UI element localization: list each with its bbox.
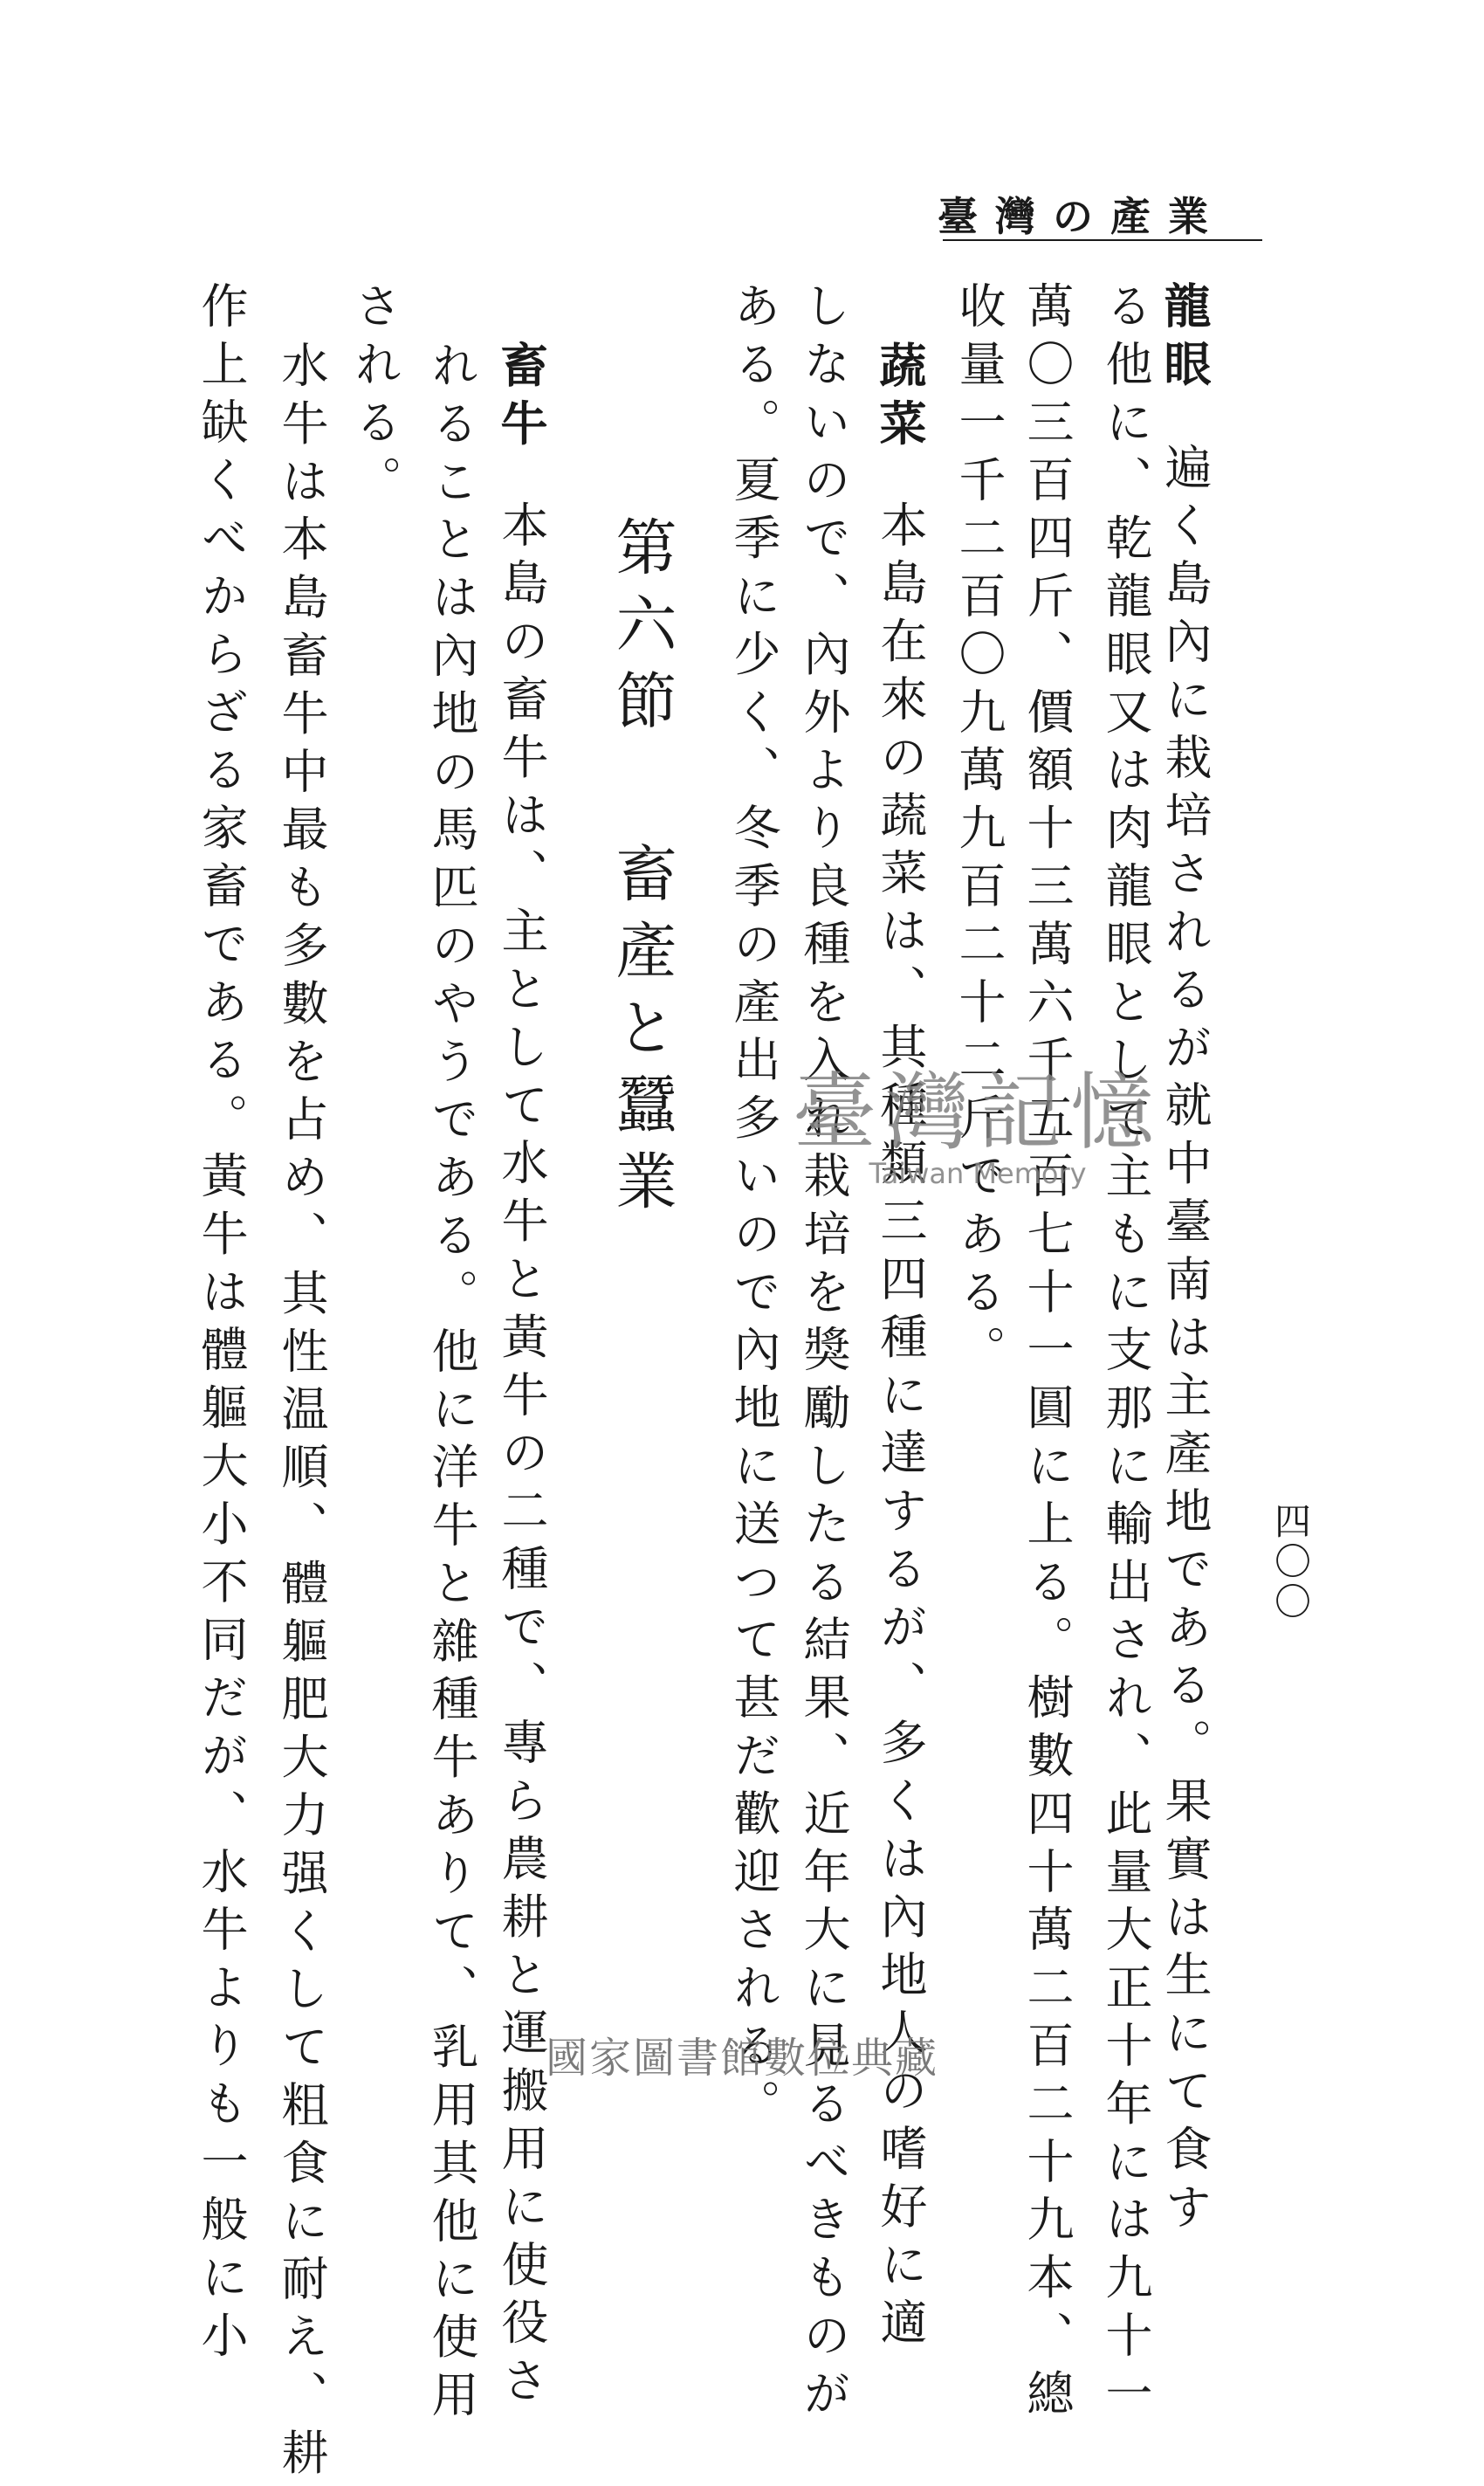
text-column-2 bbox=[1098, 281, 1153, 2427]
column-text: される。 bbox=[347, 281, 402, 513]
text-column-3 bbox=[1020, 281, 1075, 2427]
section-label: 第六節 bbox=[606, 515, 677, 746]
column-text: 遍く島內に栽培されるが就中臺南は主產地である。果實は生にて食す bbox=[1158, 442, 1213, 2241]
item-label-cattle: 畜牛 bbox=[493, 341, 549, 457]
text-column-7 bbox=[726, 281, 781, 2137]
watermark-chinese: 臺灣記憶 bbox=[793, 1064, 1163, 1161]
text-column-6 bbox=[796, 281, 851, 2427]
text-column-11 bbox=[347, 281, 402, 513]
column-text: る他に、乾龍眼又は肉龍眼として主もに支那に輸出され、此量大正十年には九十一 bbox=[1098, 281, 1153, 2427]
running-header: 臺灣の產業 bbox=[938, 193, 1226, 240]
column-text: 本島在來の蔬菜は、其種類三四種に達するが、多くは內地人の嗜好に適 bbox=[873, 499, 928, 2356]
column-text: 水牛は本島畜牛中最も多數を占め、其性温順、體軀肥大力强くして粗食に耐え、耕 bbox=[274, 341, 329, 2486]
watermark-logo bbox=[786, 1046, 1170, 1190]
text-column-4 bbox=[952, 281, 1007, 1383]
page-number: 四〇〇 bbox=[1269, 1502, 1312, 1622]
text-column-1 bbox=[1157, 281, 1213, 2241]
text-column-9 bbox=[493, 341, 549, 2414]
text-column-12 bbox=[274, 341, 329, 2486]
column-text: 收量一千二百〇九萬九百二十二斤である。 bbox=[952, 281, 1007, 1383]
column-text: ある。夏季に少く、冬季の產出多いので內地に送つて甚だ歡迎される。 bbox=[726, 281, 781, 2137]
column-text: 作上缺くべからざる家畜である。黃牛は體軀大小不同だが、水牛よりも一般に小 bbox=[194, 281, 249, 2369]
section-title: 畜產と蠶業 bbox=[606, 842, 677, 1226]
text-column-10 bbox=[424, 341, 479, 2428]
section-heading bbox=[606, 515, 677, 1226]
column-text: 本島の畜牛は、主として水牛と黃牛の二種で、專ら農耕と運搬用に使役さ bbox=[494, 499, 549, 2414]
item-label-longan: 龍眼 bbox=[1157, 281, 1213, 397]
header-rule bbox=[943, 239, 1262, 241]
watermark-english: Taiwan Memory bbox=[869, 1157, 1087, 1190]
column-text: れることは內地の馬匹のやうである。他に洋牛と雜種牛ありて、乳用其他に使用 bbox=[424, 341, 479, 2428]
column-text: 萬〇三百四斤、價額十三萬六千五百七十一圓に上る。樹數四十萬二百二十九本、總 bbox=[1020, 281, 1075, 2427]
column-text: しないので、內外より良種を入れ栽培を獎勵したる結果、近年大に見るべきものが bbox=[796, 281, 851, 2427]
footer-credit: 國家圖書館數位典藏 bbox=[545, 2034, 938, 2083]
item-label-vegetables: 蔬菜 bbox=[872, 341, 928, 457]
